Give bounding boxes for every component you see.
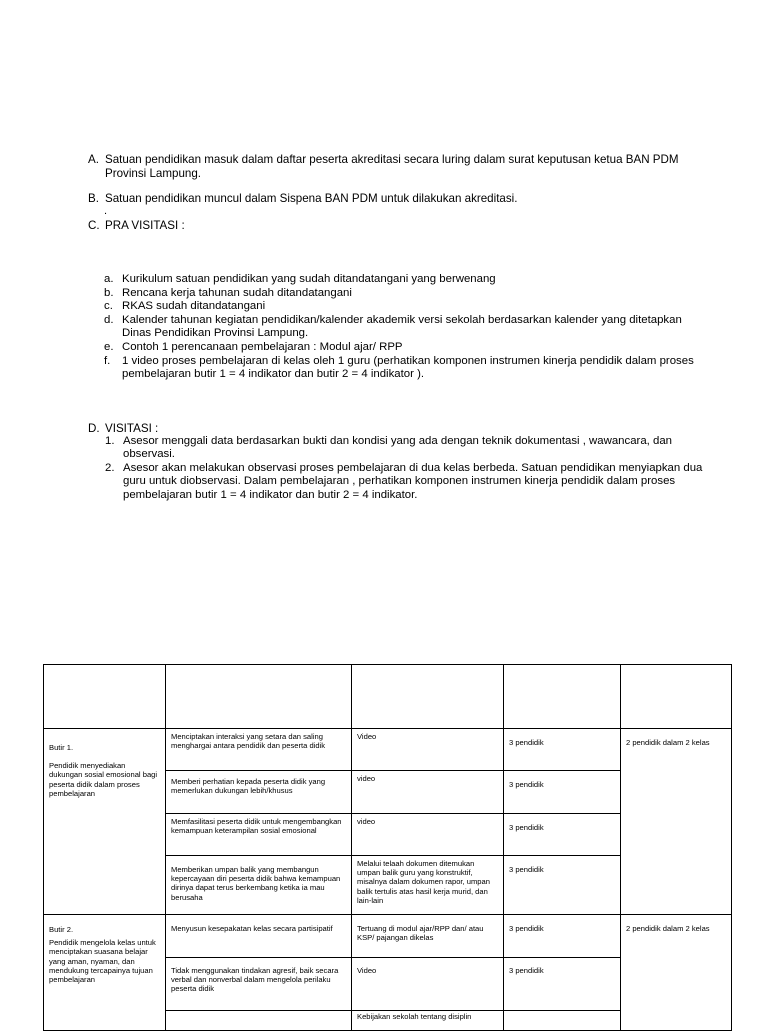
pra-item-e-marker: e. [104, 341, 114, 353]
visitasi-item-1-marker: 1. [105, 435, 115, 447]
header-cell [44, 665, 166, 729]
indicator-cell: Memberi perhatian kepada peserta didik yang memerlukan dukungan lebih/khusus [166, 771, 352, 814]
table-header-row [44, 665, 732, 729]
header-cell [166, 665, 352, 729]
pra-item-c-text: RKAS sudah ditandatangani [122, 300, 266, 312]
section-b-marker: B. [88, 192, 99, 205]
section-b-text: Satuan pendidikan muncul dalam Sispena BAN PDM untuk dilakukan akreditasi. [105, 192, 518, 205]
evidence-cell: Melalui telaah dokumen ditemukan umpan balik guru yang konstruktif, misalnya dalam dokumen rapor, umpan balik tertulis atas hasil kerja murid, dan lain-lain [352, 856, 504, 915]
evidence-cell: video [352, 814, 504, 856]
pra-item-f-marker: f. [104, 355, 111, 367]
instrument-table [43, 664, 732, 1031]
count-cell: 3 pendidik [504, 856, 621, 915]
stray-dot: . [104, 205, 108, 217]
pra-item-a-text: Kurikulum satuan pendidikan yang sudah ditandatangani yang berwenang [122, 273, 496, 285]
butir-2-cell [44, 915, 166, 1031]
indicator-cell: Memfasilitasi peserta didik untuk mengembangkan kemampuan keterampilan sosial emosional [166, 814, 352, 856]
visitasi-item-2-text: Asesor akan melakukan observasi proses pembelajaran di dua kelas berbeda. Satuan pendidikan menyiapkan dua guru untuk diobservasi. Dalam pembelajaran , perhatikan komponen instrumen kinerja pendidik dalam proses pembelajaran butir 1 = 4 indikator dan butir 2 = 4 indikator. [123, 462, 703, 501]
count-cell: 3 pendidik [504, 915, 621, 958]
butir-1-label: Butir 1. [49, 743, 74, 752]
indicator-cell [166, 1011, 352, 1031]
pra-item-b-text: Rencana kerja tahunan sudah ditandatangani [122, 287, 352, 299]
pra-item-e-text: Contoh 1 perencanaan pembelajaran : Modul ajar/ RPP [122, 341, 403, 353]
indicator-cell: Memberikan umpan balik yang membangun kepercayaan diri peserta didik bahwa kemampuan dirinya dapat terus berkembang ketika ia mau berusaha [166, 856, 352, 915]
section-a-marker: A. [88, 153, 99, 166]
evidence-cell: Video [352, 729, 504, 771]
pra-item-d-text: Kalender tahunan kegiatan pendidikan/kalender akademik versi sekolah berdasarkan kalender yang ditetapkan Dinas Pendidikan Provinsi Lampung. [122, 314, 682, 340]
butir-2-description: Pendidik mengelola kelas untuk menciptakan suasana belajar yang aman, nyaman, dan mendukung tercapainya tujuan pembelajaran [49, 938, 156, 985]
butir-2-summary: 2 pendidik dalam 2 kelas [621, 915, 732, 1031]
count-cell: 3 pendidik [504, 729, 621, 771]
butir-1-description: Pendidik menyediakan dukungan sosial emosional bagi peserta didik dalam proses pembelajaran [49, 761, 158, 798]
visitasi-item-1-text: Asesor menggali data berdasarkan bukti dan kondisi yang ada dengan teknik dokumentasi , wawancara, dan observasi. [123, 435, 672, 461]
section-c-marker: C. [88, 219, 100, 232]
butir-2-label: Butir 2. [49, 925, 74, 934]
section-d-heading: VISITASI : [105, 422, 159, 435]
pra-item-f-text: 1 video proses pembelajaran di kelas oleh 1 guru (perhatikan komponen instrumen kinerja pendidik dalam proses pembelajaran butir 1 = 4 indikator dan butir 2 = 4 indikator ). [122, 355, 694, 381]
evidence-cell: Tertuang di modul ajar/RPP dan/ atau KSP/ pajangan dikelas [352, 915, 504, 958]
section-c-heading: PRA VISITASI : [105, 219, 185, 232]
evidence-cell: Kebijakan sekolah tentang disiplin [352, 1011, 504, 1031]
count-cell: 3 pendidik [504, 771, 621, 814]
pra-item-d-marker: d. [104, 314, 114, 326]
evidence-cell: video [352, 771, 504, 814]
section-d-marker: D. [88, 422, 100, 435]
indicator-cell: Menyusun kesepakatan kelas secara partisipatif [166, 915, 352, 958]
indicator-cell: Menciptakan interaksi yang setara dan saling menghargai antara pendidik dan peserta didik [166, 729, 352, 771]
butir-1-summary: 2 pendidik dalam 2 kelas [621, 729, 732, 915]
count-cell: 3 pendidik [504, 958, 621, 1011]
table-row [44, 729, 732, 771]
visitasi-item-2-marker: 2. [105, 462, 115, 474]
section-a-text: Satuan pendidikan masuk dalam daftar peserta akreditasi secara luring dalam surat keputusan ketua BAN PDM Provinsi Lampung. [105, 153, 679, 180]
header-cell [504, 665, 621, 729]
count-cell: 3 pendidik [504, 814, 621, 856]
table-row [44, 915, 732, 958]
indicator-cell: Tidak menggunakan tindakan agresif, baik secara verbal dan nonverbal dalam mengelola perilaku peserta didik [166, 958, 352, 1011]
pra-item-a-marker: a. [104, 273, 114, 285]
header-cell [621, 665, 732, 729]
pra-item-b-marker: b. [104, 287, 114, 299]
evidence-cell: Video [352, 958, 504, 1011]
butir-1-cell [44, 729, 166, 915]
pra-item-c-marker: c. [104, 300, 113, 312]
count-cell [504, 1011, 621, 1031]
header-cell [352, 665, 504, 729]
